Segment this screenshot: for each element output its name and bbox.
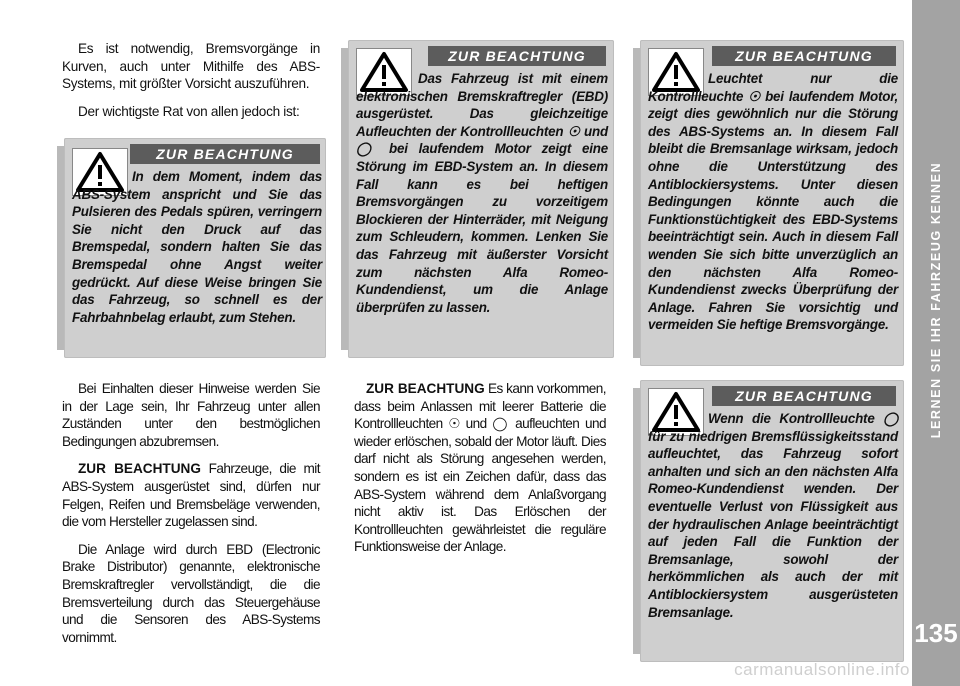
warning-text-after: bei laufendem Motor zeigt eine Störung im EBD-System an. In diesem Fall kann es bei heftigen Bremsvorgängen zu vorzeitigem Blockieren der Hinterräder, mit Neigung zum Schleudern, kommen. Lenken Sie das Fahrzeug mit äußerster Vorsicht zum nächsten Alfa Romeo-Kundendienst, um die Anlage überprüfen zu lassen. [356,141,608,315]
warning-text-after: bei laufendem Motor, zeigt dies gewöhnlich nur die Störung des ABS-Systems an. In diesem Fall bleibt die Bremsanlage wirksam, jedoch ohne die Unterstützung des Antiblockiersystems. Unter diesen Bedingungen könnte auch die Funktionstüchtigkeit des EBD-Systems beeinträchtigt sein. Auch in diesem Fall wenden Sie sich bitte unverzüglich an den nächsten Alfa Romeo-Kundendienst zwecks Überprüfung der Anlage. Fahren Sie vorsichtig und vermeiden Sie heftige Bremsvorgänge. [648,88,898,333]
note-text-before: Es kann vorkommen, dass beim Anlassen mit leerer Batterie die Kontrollleuchten [354,381,607,432]
warning-header: ZUR BEACHTUNG [130,144,320,164]
warning-text-before: Wenn die Kontrollleuchte [708,411,875,426]
warning-text [72,168,322,326]
note-label: ZUR BEACHTUNG [78,461,201,477]
warning-text [356,70,608,316]
warning-text-content: In dem Moment, indem das ABS-System anspricht und Sie das Pulsieren des Pedals spüren, verringern Sie nicht den Druck auf das Bremspedal, sondern halten Sie das Bremspedal ohne Angst weiter gedrückt. Auf diese Weise bringen Sie das Fahrzeug, so schnell es der Fahrbahnbelag erlaubt, zum Stehen. [72,169,322,325]
abs-warning-light-icon: ☉ [448,416,460,432]
warning-text [648,70,898,334]
paragraph-batterie [354,380,606,556]
intro-paragraph-1: Es ist notwendig, Bremsvorgänge in Kurven, auch unter Mithilfe des ABS-Systems, mit größter Vorsicht auszuführen. [62,41,320,92]
paragraph-hinweise: Bei Einhalten dieser Hinweise werden Sie in der Lage sein, Ihr Fahrzeug unter allen Zuständen unter den bestmöglichen Bedingungen abzubremsen. [62,381,320,449]
note-text: Fahrzeuge, die mit ABS-System ausgerüstet sind, dürfen nur Felgen, Reifen und Bremsbeläge verwenden, die vom Hersteller zugelassen sind. [62,461,321,530]
warning-text-before: Das Fahrzeug ist mit einem elektronischen Bremskraftregler (EBD) ausgerüstet. Das gleichzeitige Aufleuchten der Kontrollleuchten [356,71,608,139]
warning-box-abs-only [640,40,904,366]
warning-box-brake-fluid [640,380,904,662]
note-text-after: aufleuchten und wieder erlöschen, sobald der Motor läuft. Dies darf nicht als Störung angesehen werden, sondern es ist ein Zeichen dafür, dass das ABS-System während dem Anlaßvorgang nicht aktiv ist. Das Erlöschen der Kontrollleuchten gewährleistet die reguläre Funktionsweise der Anlage. [354,416,606,555]
warning-text-after: für zu niedrigen Bremsflüssigkeitsstand aufleuchtet, das Fahrzeug sofort anhalten und sich an den nächsten Alfa Romeo-Kundendienst wenden. Der eventuelle Verlust von Flüssigkeit aus der hydraulischen Anlage beeinträchtigt auf jeden Fall die Funktion der Bremsanlage, sowohl der herkömmlichen als auch der mit Antiblockiersystem ausgerüsteten Bremsanlage. [648,428,898,620]
warning-text [648,410,898,621]
column-1 [62,40,320,130]
intro-paragraph-2: Der wichtigste Rat von allen jedoch ist: [78,103,300,119]
chapter-title [912,20,960,580]
page-number: 135 [914,618,958,648]
note-label: ZUR BEACHTUNG [366,381,485,396]
abs-warning-light-icon: ☉ [567,123,580,139]
warning-header: ZUR BEACHTUNG [428,46,606,66]
paragraph-ebd: Die Anlage wird durch EBD (Electronic Brake Distributor) genannte, elektronische Bremskraftregler vervollständigt, die die Bremsverteilung durch das Steuergehäuse und die Sensoren des ABS-Systems vornimmt. [62,541,320,645]
brake-warning-light-icon: ◯ [883,411,898,426]
warning-box-ebd [348,40,614,358]
brake-warning-light-icon: ◯ [356,141,379,157]
warning-header: ZUR BEACHTUNG [712,386,896,406]
paragraph-felgen [62,460,320,530]
warning-text-mid: und [584,123,608,139]
abs-warning-light-icon: ☉ [748,88,761,104]
watermark: carmanualsonline.info [734,660,910,679]
column-2-lower [354,380,606,566]
brake-warning-light-icon: ◯ [492,416,510,432]
warning-box-abs-pedal [64,138,326,358]
note-text-mid: und [465,416,487,432]
column-1-lower [62,380,320,656]
chapter-title-text: LERNEN SIE IHR FAHRZEUG KENNEN [929,161,943,439]
warning-text-before: Leuchtet nur die Kontrollleuchte [648,71,898,104]
warning-header: ZUR BEACHTUNG [712,46,896,66]
